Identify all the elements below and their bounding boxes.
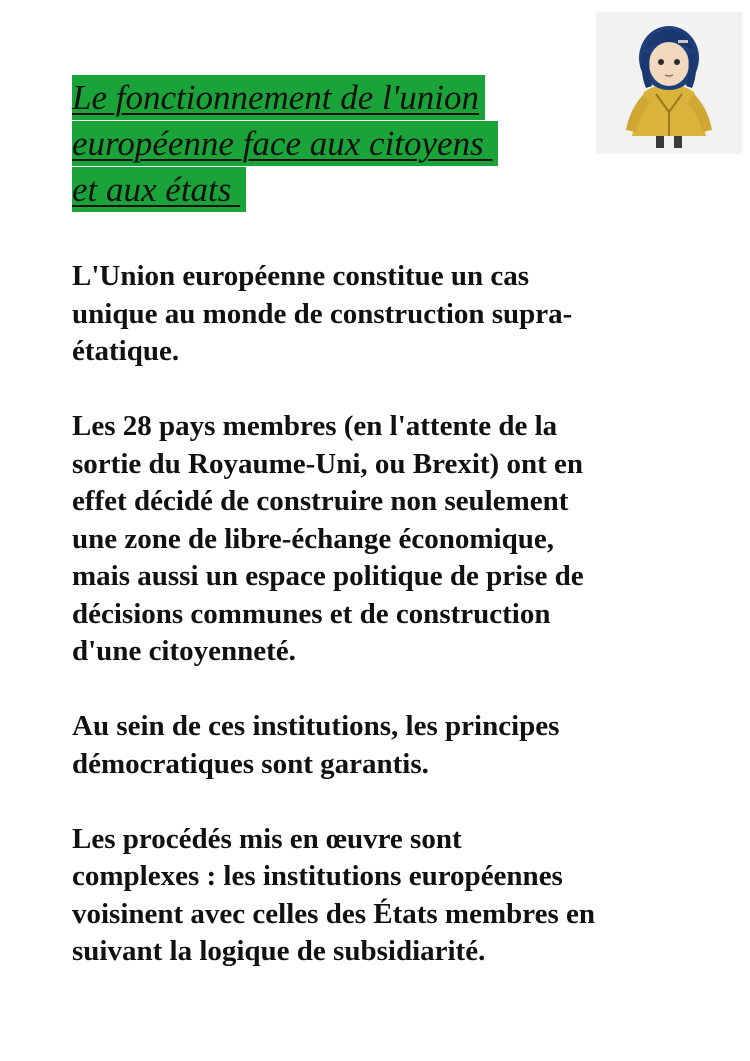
paragraph-1: L'Union européenne constitue un cas unique au monde de construction supra- étatique. (72, 260, 573, 367)
paragraph-3: Au sein de ces institutions, les principes démocratiques sont garantis. (72, 710, 560, 780)
body-text (72, 258, 712, 1008)
coraline-doll-figure-icon (596, 12, 742, 154)
document-title (72, 75, 592, 213)
title-line-3: et aux états (72, 167, 246, 212)
paragraph-4: Les procédés mis en œuvre sont complexes : les institutions européennes voisinent avec celles des États membres en suivant la logique de subsidiarité. (72, 822, 595, 967)
title-line-2: européenne face aux citoyens (72, 121, 498, 166)
title-line-1: Le fonctionnement de l'union (72, 75, 485, 120)
paragraph-2: Les 28 pays membres (en l'attente de la sortie du Royaume-Uni, ou Brexit) ont en effet décidé de construire non seulement une zone de libre-échange économique, mais aussi un espace politique de prise de décisions communes et de construction d'une citoyenneté. (72, 410, 584, 667)
